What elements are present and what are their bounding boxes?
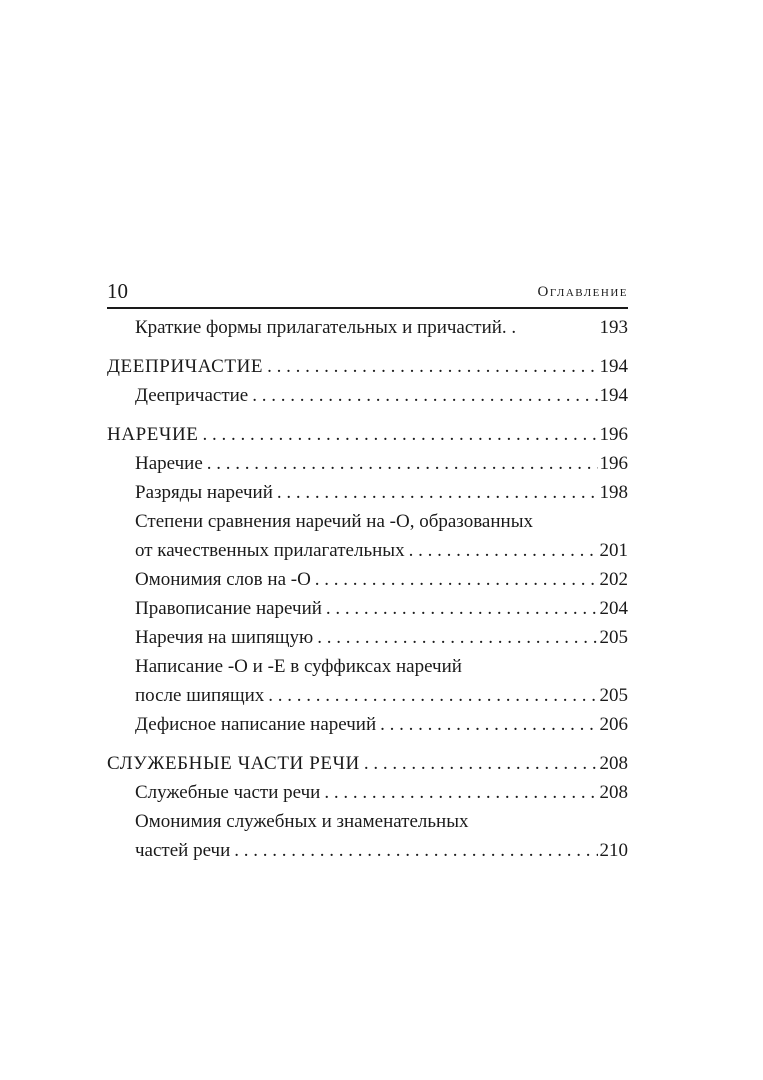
dot-leader [376,710,597,739]
toc-page-number: 196 [599,453,628,474]
dot-leader [248,381,597,410]
toc-entry [107,710,628,739]
toc-entry [107,778,628,807]
toc-entry [107,381,628,410]
dot-leader [273,478,598,507]
toc-page-number: 210 [599,840,628,861]
toc-entry-title: Омонимия слов на -О [135,569,311,590]
toc-entry [107,652,628,710]
running-header [107,278,628,304]
dot-leader [311,565,598,594]
toc-page-number: 201 [599,540,628,561]
toc-entry-title: Наречия на шипящую [135,627,314,648]
toc-entry-title: Правописание наречий [135,598,322,619]
toc-section-entry [107,749,628,778]
toc-page-number: 204 [599,598,628,619]
toc-page-number: 194 [599,356,628,377]
toc-entry-title-line: Написание -О и -Е в суффиксах наречий [135,656,462,677]
dot-leader [203,449,598,478]
toc-entry-title: Служебные части речи [135,782,321,803]
toc-page-number: 202 [599,569,628,590]
dot-leader [264,681,597,710]
dot-leader [360,749,598,778]
toc-entry-title: Дефисное написание наречий [135,714,377,735]
toc-entry [107,507,628,565]
toc-section-title: НАРЕЧИЕ [107,424,199,445]
dot-leader [230,836,597,865]
toc-entry-title-line: Омонимия служебных и знаменательных [135,811,469,832]
table-of-contents [107,313,628,865]
toc-section-entry [107,352,628,381]
toc-page-number: 205 [599,627,628,648]
running-title: Оглавление [537,284,628,300]
page-number: 10 [107,279,128,303]
toc-entry [107,594,628,623]
toc-page-number: 208 [599,753,628,774]
toc-entry-title: после шипящих [135,685,265,706]
toc-page-number: 206 [599,714,628,735]
toc-page-number: 196 [599,424,628,445]
toc-entry [107,623,628,652]
header-rule [107,307,628,309]
toc-section-entry [107,420,628,449]
toc-entry [107,478,628,507]
toc-page-number: 194 [599,385,628,406]
toc-entry-title: от качественных прилагательных [135,540,405,561]
toc-entry-title: Краткие формы прилагательных и причастий. . [135,317,517,338]
dot-leader [263,352,597,381]
toc-page-number: 208 [599,782,628,803]
toc-page-number: 198 [599,482,628,503]
toc-entry [107,565,628,594]
dot-leader [320,778,597,807]
toc-page-number: 193 [599,317,628,338]
toc-entry [107,313,628,342]
dot-leader [405,536,598,565]
dot-leader [313,623,597,652]
toc-page-number: 205 [599,685,628,706]
toc-section-title: СЛУЖЕБНЫЕ ЧАСТИ РЕЧИ [107,753,360,774]
toc-entry-title-line: Степени сравнения наречий на -О, образованных [135,511,533,532]
toc-entry [107,807,628,865]
toc-entry-title: Разряды наречий [135,482,273,503]
toc-entry [107,449,628,478]
toc-entry-title: частей речи [135,840,231,861]
toc-entry-title: Деепричастие [135,385,249,406]
toc-entry-title: Наречие [135,453,203,474]
dot-leader [199,420,598,449]
dot-leader [322,594,598,623]
toc-section-title: ДЕЕПРИЧАСТИЕ [107,356,264,377]
